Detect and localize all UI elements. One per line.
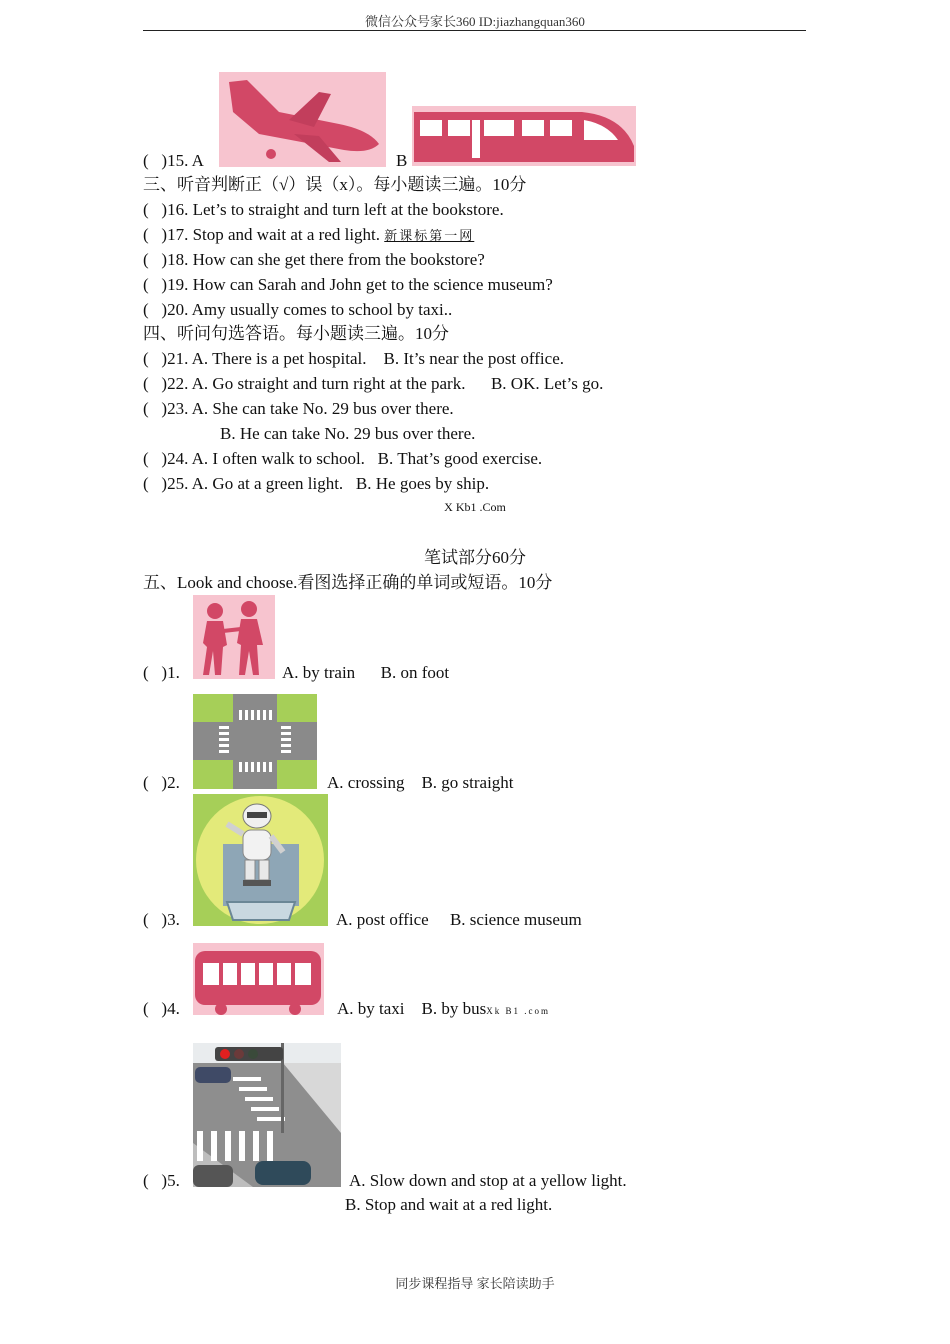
question-17 (143, 225, 474, 246)
question-text: )25. A. Go at a green light. B. He goes by ship. (161, 474, 490, 493)
airplane-image (219, 72, 386, 167)
question-text: )22. A. Go straight and turn right at the park. B. OK. Let’s go. (161, 374, 604, 393)
q15-row (143, 151, 204, 171)
written-part-title: 笔试部分60分 (424, 548, 526, 567)
answer-paren: ( (143, 399, 149, 418)
choice-4-options (337, 999, 550, 1021)
question-text: )24. A. I often walk to school. B. That’s good exercise. (161, 449, 543, 468)
answer-paren: ( (143, 1171, 149, 1190)
section-4-title: 四、听问句选答语。每小题读三遍。10分 (143, 324, 449, 343)
question-16 (143, 200, 504, 220)
q15-option-b: B (396, 151, 408, 170)
choice-number: )5. (161, 1171, 180, 1190)
walking-kids-image (193, 595, 275, 679)
question-22 (143, 374, 603, 394)
page-footer: 同步课程指导 家长陪读助手 (395, 1276, 555, 1291)
choice-5-option-b: B. Stop and wait at a red light. (345, 1195, 553, 1214)
bus-image (193, 943, 324, 1015)
question-text: )23. A. She can take No. 29 bus over there. (161, 399, 454, 418)
choice-2 (143, 773, 180, 793)
choice-3-options: A. post office B. science museum (336, 910, 582, 929)
answer-paren: ( (143, 999, 149, 1018)
choice-4-options-text: A. by taxi B. by bus (337, 999, 487, 1018)
question-text: )18. How can she get there from the bookstore? (161, 250, 485, 269)
choice-5-option-a: A. Slow down and stop at a yellow light. (349, 1171, 627, 1190)
question-21 (143, 349, 564, 369)
answer-paren: ( (143, 449, 149, 468)
train-image (412, 106, 636, 166)
choice-number: )3. (161, 910, 180, 929)
choice-number: )2. (161, 773, 180, 792)
choice-number: )4. (161, 999, 180, 1018)
question-23 (143, 399, 454, 419)
question-text: )20. Amy usually comes to school by taxi.. (161, 300, 453, 319)
choice-1-options: A. by train B. on foot (282, 663, 450, 682)
watermark-text: Xk B1 .com (486, 1006, 550, 1016)
page-header: 微信公众号家长360 ID:jiazhangquan360 (365, 14, 585, 29)
answer-paren: ( (143, 225, 149, 244)
answer-paren: ( (143, 773, 149, 792)
q15-label: )15. A (161, 151, 204, 170)
answer-paren: ( (143, 474, 149, 493)
answer-paren: ( (143, 374, 149, 393)
question-text: )19. How can Sarah and John get to the science museum? (161, 275, 553, 294)
choice-4 (143, 999, 180, 1019)
answer-paren: ( (143, 300, 149, 319)
question-18 (143, 250, 485, 270)
question-25 (143, 474, 489, 494)
answer-paren: ( (143, 910, 149, 929)
section-3-title: 三、听音判断正（√）误（x）。每小题读三遍。10分 (143, 175, 527, 194)
crossing-image (193, 694, 317, 789)
section-5-title: 五、Look and choose.看图选择正确的单词或短语。10分 (143, 573, 553, 592)
question-20 (143, 300, 452, 320)
choice-number: )1. (161, 663, 180, 682)
choice-5 (143, 1171, 180, 1191)
choice-2-options: A. crossing B. go straight (327, 773, 514, 792)
header-divider (143, 30, 806, 31)
traffic-light-street-image (193, 1043, 341, 1187)
robot-image (193, 794, 328, 926)
answer-paren: ( (143, 200, 149, 219)
watermark-text: X Kb1 .Com (444, 500, 506, 514)
watermark-link[interactable]: 新课标第一网 (384, 228, 475, 243)
answer-paren: ( (143, 275, 149, 294)
question-19 (143, 275, 553, 295)
question-text: )17. Stop and wait at a red light. (161, 225, 381, 244)
question-text: )21. A. There is a pet hospital. B. It’s near the post office. (161, 349, 564, 368)
question-23-option-b: B. He can take No. 29 bus over there. (220, 424, 476, 443)
answer-paren: ( (143, 250, 149, 269)
answer-paren: ( (143, 663, 149, 682)
question-text: )16. Let’s to straight and turn left at the bookstore. (161, 200, 504, 219)
answer-paren: ( (143, 151, 149, 170)
question-24 (143, 449, 542, 469)
answer-paren: ( (143, 349, 149, 368)
choice-1 (143, 663, 180, 683)
choice-3 (143, 910, 180, 930)
